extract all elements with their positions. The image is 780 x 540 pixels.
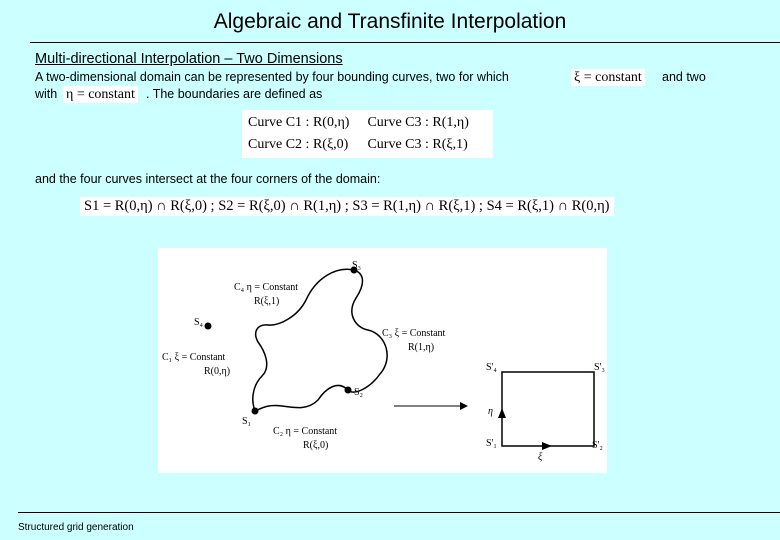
label-c3-2: R(1,η)	[408, 342, 435, 353]
curve-c1: Curve C1 : R(0,η)	[248, 115, 350, 130]
corner-equations: S1 = R(0,η) ∩ R(ξ,0) ; S2 = R(ξ,0) ∩ R(1,η) ; S3 = R(1,η) ∩ R(ξ,1) ; S4 = R(ξ,1) ∩ R(0,η)	[80, 197, 614, 216]
figure-svg	[158, 248, 607, 473]
title-divider	[30, 42, 780, 43]
label-c4-2: R(ξ,1)	[254, 296, 280, 307]
xi-direction-arrow	[542, 442, 552, 450]
label-c1-2: R(0,η)	[204, 366, 231, 377]
intro-text-4: . The boundaries are defined as	[146, 87, 323, 101]
label-c1-1: C₁ ξ = Constant	[162, 352, 226, 363]
eta-constant-formula: η = constant	[63, 86, 138, 103]
corner-s1-dot	[252, 408, 259, 415]
label-s2: S₂	[354, 387, 364, 398]
xi-constant-formula: ξ = constant	[571, 69, 645, 86]
computational-square	[502, 372, 594, 446]
label-s1: S₁	[242, 416, 252, 427]
intro-text-1: A two-dimensional domain can be represented by four bounding curves, two for which	[35, 70, 509, 84]
eta-direction-arrow	[498, 408, 506, 418]
label-sq-s1: S'₁	[486, 438, 497, 449]
section-subtitle: Multi-directional Interpolation – Two Dimensions	[35, 51, 343, 67]
label-s3: S₃	[352, 260, 362, 271]
curve-definitions	[242, 110, 493, 158]
footer-text: Structured grid generation	[18, 522, 134, 533]
mapping-arrow-head	[460, 402, 468, 410]
footer-divider	[18, 512, 780, 513]
page-title: Algebraic and Transfinite Interpolation	[213, 10, 567, 33]
label-sq-s4: S'₄	[486, 362, 497, 373]
curve-c3-eta: Curve C3 : R(1,η)	[367, 115, 469, 130]
intro-text-3: with	[35, 87, 58, 101]
label-c3-1: C₃ ξ = Constant	[382, 328, 446, 339]
curve-c2: Curve C2 : R(ξ,0)	[248, 137, 349, 152]
corner-s4-dot	[205, 323, 212, 330]
label-c2-1: C₂ η = Constant	[273, 426, 338, 437]
curve-c3-xi: Curve C3 : R(ξ,1)	[367, 137, 468, 152]
label-sq-s2: S'₂	[592, 440, 603, 451]
label-eta-axis: η	[488, 406, 493, 417]
domain-mapping-figure	[158, 248, 607, 473]
intro-text-2: and two	[662, 70, 706, 84]
corner-s2-dot	[345, 387, 352, 394]
label-xi-axis: ξ	[538, 452, 543, 463]
label-c4-1: C₄ η = Constant	[234, 282, 299, 293]
intersect-text: and the four curves intersect at the four corners of the domain:	[35, 172, 381, 186]
label-sq-s3: S'₃	[594, 362, 605, 373]
label-s4: S₄	[194, 317, 204, 328]
label-c2-2: R(ξ,0)	[303, 440, 329, 451]
